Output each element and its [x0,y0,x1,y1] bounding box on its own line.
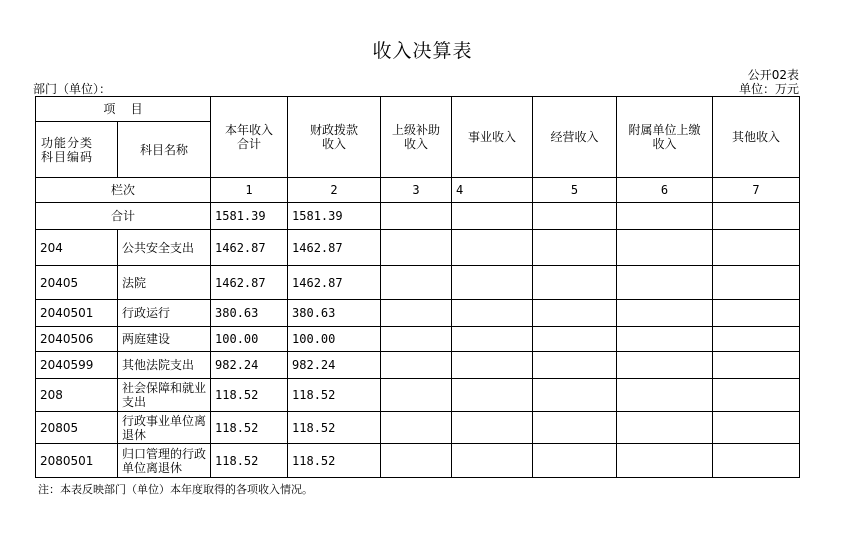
row-value [381,327,452,352]
row-name: 法院 [118,266,211,300]
row-value [533,300,617,327]
total-value: 1581.39 [288,203,381,230]
footnote: 注：本表反映部门（单位）本年度取得的各项收入情况。 [38,483,313,496]
row-value [381,352,452,379]
row-value: 380.63 [288,300,381,327]
table-row [36,412,800,444]
row-name: 行政事业单位离退休 [118,412,211,444]
row-value [452,300,533,327]
row-value: 100.00 [211,327,288,352]
row-name: 其他法院支出 [118,352,211,379]
row-name: 两庭建设 [118,327,211,352]
row-value [452,379,533,412]
unit-label: 单位：万元 [738,82,799,96]
total-row-label: 合计 [36,203,211,230]
header-subject-name: 科目名称 [118,122,211,178]
seq-number: 1 [211,178,288,203]
row-value [617,230,713,266]
table-row [36,352,800,379]
row-value [617,352,713,379]
row-value [381,379,452,412]
row-value [381,230,452,266]
table-row [36,266,800,300]
row-value: 118.52 [211,444,288,478]
row-value [452,230,533,266]
row-value: 380.63 [211,300,288,327]
seq-row-label: 栏次 [36,178,211,203]
seq-number: 7 [713,178,800,203]
table-row [36,379,800,412]
row-value [617,444,713,478]
row-value: 982.24 [211,352,288,379]
table-row [36,230,800,266]
row-value [452,266,533,300]
row-value: 118.52 [288,412,381,444]
income-table [35,96,800,478]
header-col-4: 事业收入 [452,97,533,178]
seq-number: 6 [617,178,713,203]
row-value [713,327,800,352]
row-value [533,444,617,478]
row-value [713,352,800,379]
row-value [533,230,617,266]
row-value: 1462.87 [288,230,381,266]
row-value [452,327,533,352]
row-value [381,266,452,300]
row-value [533,352,617,379]
row-value: 1462.87 [288,266,381,300]
total-value [617,203,713,230]
row-code: 2040501 [36,300,118,327]
row-value [533,412,617,444]
row-name: 社会保障和就业支出 [118,379,211,412]
total-value [533,203,617,230]
table-row [36,444,800,478]
row-code: 2040599 [36,352,118,379]
header-col-6: 附属单位上缴 收入 [617,97,713,178]
row-value [617,412,713,444]
seq-number: 3 [381,178,452,203]
total-value [381,203,452,230]
row-value [381,300,452,327]
row-code: 2040506 [36,327,118,352]
row-value: 1462.87 [211,230,288,266]
row-value [713,230,800,266]
row-code: 204 [36,230,118,266]
header-item: 项 目 [36,97,211,122]
row-value [617,300,713,327]
row-code: 20405 [36,266,118,300]
total-value [452,203,533,230]
row-value [713,444,800,478]
form-number: 公开02表 [747,68,799,82]
row-code: 20805 [36,412,118,444]
row-value: 118.52 [211,379,288,412]
row-value: 118.52 [288,379,381,412]
row-value [617,327,713,352]
seq-number: 5 [533,178,617,203]
row-value [713,300,800,327]
row-value [381,412,452,444]
department-label: 部门（单位）： [33,82,112,96]
row-value: 100.00 [288,327,381,352]
row-name: 公共安全支出 [118,230,211,266]
row-value [713,379,800,412]
row-value: 118.52 [211,412,288,444]
seq-number: 4 [452,178,533,203]
header-col-2: 财政拨款 收入 [288,97,381,178]
row-value [617,266,713,300]
row-name: 归口管理的行政单位离退休 [118,444,211,478]
table-row [36,300,800,327]
header-col-1: 本年收入 合计 [211,97,288,178]
row-value [713,266,800,300]
row-value [533,327,617,352]
row-value [617,379,713,412]
row-value [452,352,533,379]
row-value [533,379,617,412]
total-value [713,203,800,230]
row-value [533,266,617,300]
row-name: 行政运行 [118,300,211,327]
row-code: 208 [36,379,118,412]
row-code: 2080501 [36,444,118,478]
row-value [713,412,800,444]
row-value [452,412,533,444]
row-value: 118.52 [288,444,381,478]
table-row [36,327,800,352]
header-func-code: 功能分类 科目编码 [36,122,118,178]
row-value [452,444,533,478]
header-col-5: 经营收入 [533,97,617,178]
total-value: 1581.39 [211,203,288,230]
page-title: 收入决算表 [372,40,473,62]
seq-number: 2 [288,178,381,203]
row-value: 982.24 [288,352,381,379]
header-col-3: 上级补助 收入 [381,97,452,178]
row-value [381,444,452,478]
header-col-7: 其他收入 [713,97,800,178]
row-value: 1462.87 [211,266,288,300]
